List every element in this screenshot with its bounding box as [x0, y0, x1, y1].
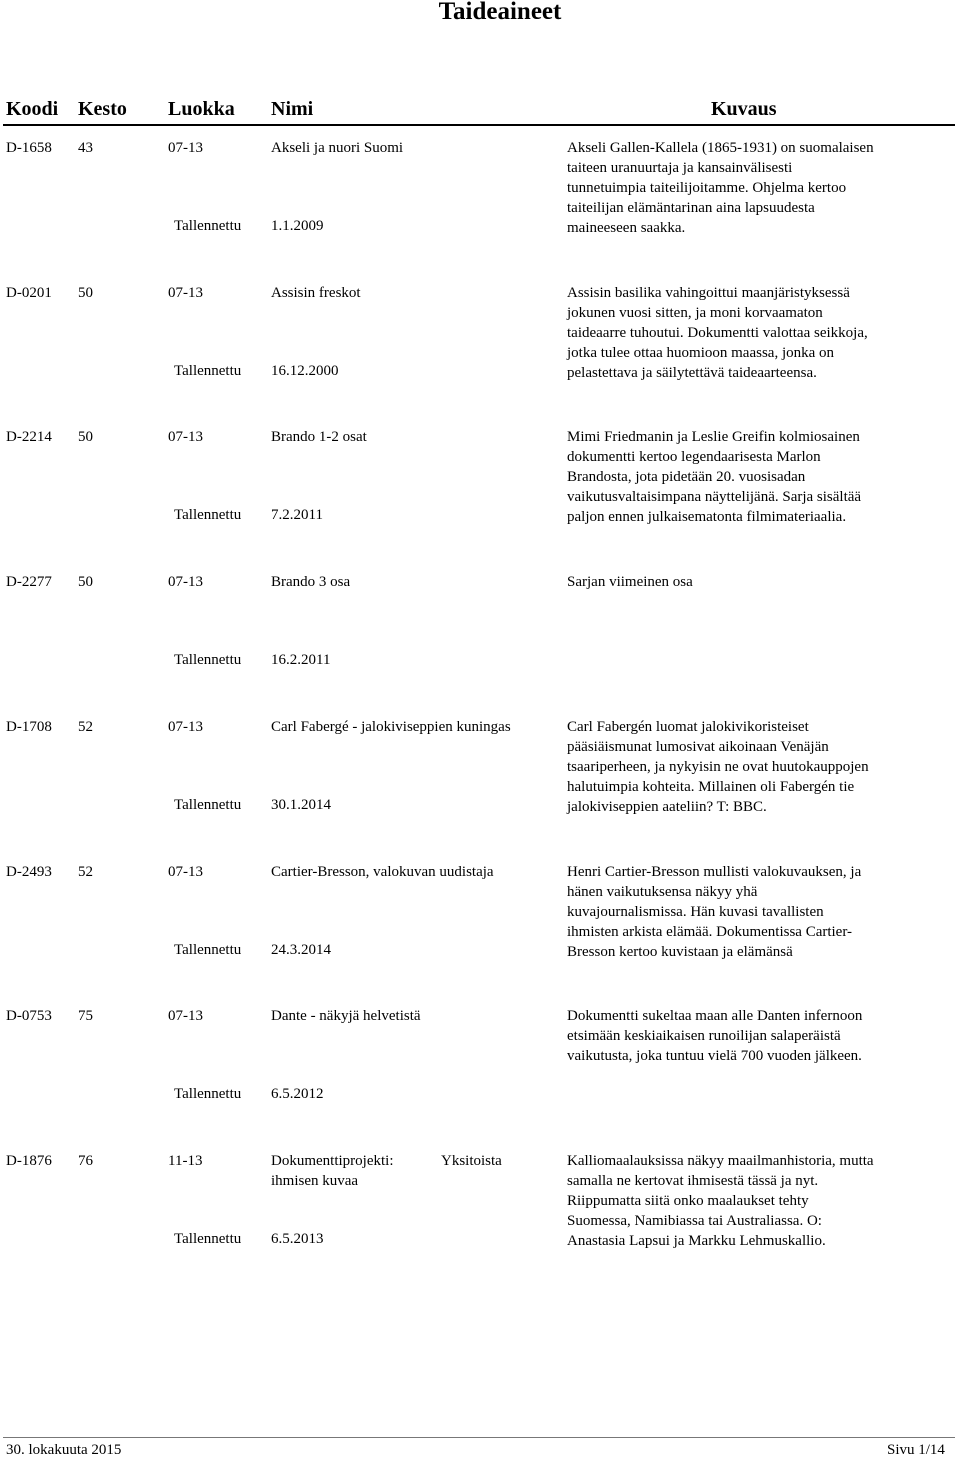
record-entry [0, 1006, 960, 1146]
record-description-line: Bresson kertoo kuvistaan ja elämänsä [567, 944, 793, 960]
record-description [567, 138, 922, 238]
record-code: D-0201 [6, 285, 52, 301]
record-description-line: pelastettava ja säilytettävä taideaarteensa. [567, 365, 817, 381]
record-duration: 52 [78, 864, 93, 880]
record-code: D-0753 [6, 1008, 52, 1024]
record-description-line: Sarjan viimeinen osa [567, 574, 693, 590]
footer-divider [3, 1437, 955, 1438]
record-description-line: taiteen uranuurtaja ja kansainvälisesti [567, 160, 793, 176]
record-saved-date: 6.5.2013 [271, 1231, 324, 1247]
record-description-line: Anastasia Lapsui ja Markku Lehmuskallio. [567, 1233, 826, 1249]
record-duration: 52 [78, 719, 93, 735]
record-saved-label: Tallennettu [174, 1231, 242, 1247]
record-name: Cartier-Bresson, valokuvan uudistaja [271, 864, 494, 880]
record-duration: 50 [78, 285, 93, 301]
record-saved-label: Tallennettu [174, 507, 242, 523]
record-description [567, 572, 922, 592]
record-description-line: jotka tulee ottaa huomioon maassa, jonka on [567, 345, 835, 361]
header-price: Kesto [78, 98, 127, 120]
record-name: Dante - näkyjä helvetistä [271, 1008, 421, 1024]
record-description-line: Carl Fabergén luomat jalokivikoristeiset [567, 719, 809, 735]
record-description-line: pääsiäismunat lumosivat aikoinaan Venäjän [567, 739, 829, 755]
record-description-line: paljon ennen julkaisematonta filmimateriaalia. [567, 509, 847, 525]
record-description-line: jalokiviseppien aateliin? T: BBC. [567, 799, 767, 815]
record-description [567, 717, 922, 817]
record-description-line: taiteilijan elämäntarinan aina lapsuudesta [567, 200, 815, 216]
record-description-line: ihmisten arkista elämää. Dokumentissa Cartier- [567, 924, 853, 940]
record-entry [0, 717, 960, 857]
record-description-line: etsimään keskiaikaisen runoilijan salaperäistä [567, 1028, 841, 1044]
record-description [567, 283, 922, 383]
record-description-line: taideaarre tuhoutui. Dokumentti valottaa seikkoja, [567, 325, 868, 341]
record-name: Assisin freskot [271, 285, 361, 301]
record-code: D-2493 [6, 864, 52, 880]
record-code: D-2214 [6, 429, 52, 445]
record-description-line: maineeseen saakka. [567, 220, 686, 236]
record-description-line: vaikutusta, joka tuntuu vielä 700 vuoden jälkeen. [567, 1048, 862, 1064]
record-description-line: tsaariperheen, ja nykyisin ne ovat huutokauppojen [567, 759, 869, 775]
record-name-continued: ihmisen kuvaa [271, 1173, 359, 1189]
record-name: Brando 1-2 osat [271, 429, 367, 445]
record-saved-date: 6.5.2012 [271, 1086, 324, 1102]
record-entry [0, 862, 960, 1002]
footer-page-number: Sivu 1/14 [887, 1442, 945, 1458]
record-duration: 76 [78, 1153, 93, 1169]
document-title: Taideaineet [438, 0, 562, 25]
record-description [567, 862, 922, 962]
record-grade: 07-13 [168, 864, 203, 880]
record-saved-date: 16.12.2000 [271, 363, 339, 379]
record-entry [0, 138, 960, 278]
record-grade: 11-13 [168, 1153, 203, 1169]
record-description-line: Assisin basilika vahingoittui maanjäristyksessä [567, 285, 850, 301]
header-class: Luokka [168, 98, 235, 120]
record-name: Carl Fabergé - jalokiviseppien kuningas [271, 719, 511, 735]
record-entry [0, 283, 960, 423]
record-code: D-1658 [6, 140, 52, 156]
record-description-line: Henri Cartier-Bresson mullisti valokuvauksen, ja [567, 864, 862, 880]
record-description-line: halutuimpia kohteita. Millainen oli Fabergén tie [567, 779, 855, 795]
record-description-line: Akseli Gallen-Kallela (1865-1931) on suomalaisen [567, 140, 874, 156]
record-description-line: Brandosta, jota pidetään 20. vuosisadan [567, 469, 806, 485]
record-description-line: Suomessa, Namibiassa tai Australiassa. O: [567, 1213, 822, 1229]
record-saved-date: 1.1.2009 [271, 218, 324, 234]
record-description-line: vaikutusvaltaisimpana näyttelijänä. Sarja sisältää [567, 489, 862, 505]
header-divider [3, 124, 955, 126]
record-saved-date: 24.3.2014 [271, 942, 331, 958]
record-description-line: Dokumentti sukeltaa maan alle Danten infernoon [567, 1008, 863, 1024]
record-name: Akseli ja nuori Suomi [271, 140, 404, 156]
record-code: D-1708 [6, 719, 52, 735]
record-saved-label: Tallennettu [174, 363, 242, 379]
record-name: Brando 3 osa [271, 574, 351, 590]
header-name: Nimi [271, 98, 314, 120]
header-description: Kuvaus [711, 98, 777, 120]
record-grade: 07-13 [168, 429, 203, 445]
record-description-line: dokumentti kertoo legendaarisesta Marlon [567, 449, 821, 465]
record-code: D-2277 [6, 574, 52, 590]
record-duration: 50 [78, 429, 93, 445]
record-saved-date: 7.2.2011 [271, 507, 323, 523]
record-description-line: hänen vaikutuksensa näkyy yhä [567, 884, 758, 900]
record-saved-label: Tallennettu [174, 652, 242, 668]
record-entry [0, 1151, 960, 1291]
record-grade: 07-13 [168, 285, 203, 301]
record-name: Dokumenttiprojekti: [271, 1153, 394, 1169]
record-entry [0, 427, 960, 567]
record-saved-label: Tallennettu [174, 942, 242, 958]
record-duration: 43 [78, 140, 93, 156]
record-description [567, 1151, 922, 1251]
record-description-line: Mimi Friedmanin ja Leslie Greifin kolmiosainen [567, 429, 860, 445]
record-description [567, 427, 922, 527]
record-saved-label: Tallennettu [174, 797, 242, 813]
record-name-extra: Yksitoista [441, 1153, 502, 1169]
record-code: D-1876 [6, 1153, 52, 1169]
record-duration: 75 [78, 1008, 93, 1024]
footer-date: 30. lokakuuta 2015 [6, 1442, 122, 1458]
record-description-line: samalla ne kertovat ihmisestä tässä ja nyt. [567, 1173, 819, 1189]
record-description-line: Kalliomaalauksissa näkyy maailmanhistoria, mutta [567, 1153, 874, 1169]
record-saved-label: Tallennettu [174, 1086, 242, 1102]
record-grade: 07-13 [168, 574, 203, 590]
record-grade: 07-13 [168, 140, 203, 156]
record-saved-label: Tallennettu [174, 218, 242, 234]
header-code: Koodi [6, 98, 59, 120]
record-description-line: kuvajournalismissa. Hän kuvasi tavallisten [567, 904, 824, 920]
record-grade: 07-13 [168, 1008, 203, 1024]
record-saved-date: 16.2.2011 [271, 652, 331, 668]
record-description-line: tunnetuimpia taiteilijoitamme. Ohjelma kertoo [567, 180, 847, 196]
record-duration: 50 [78, 574, 93, 590]
record-saved-date: 30.1.2014 [271, 797, 331, 813]
record-description-line: Riippumatta siitä onko maalaukset tehty [567, 1193, 809, 1209]
record-description [567, 1006, 922, 1066]
record-description-line: jokunen vuosi sitten, ja moni korvaamaton [567, 305, 823, 321]
record-entry [0, 572, 960, 712]
record-grade: 07-13 [168, 719, 203, 735]
